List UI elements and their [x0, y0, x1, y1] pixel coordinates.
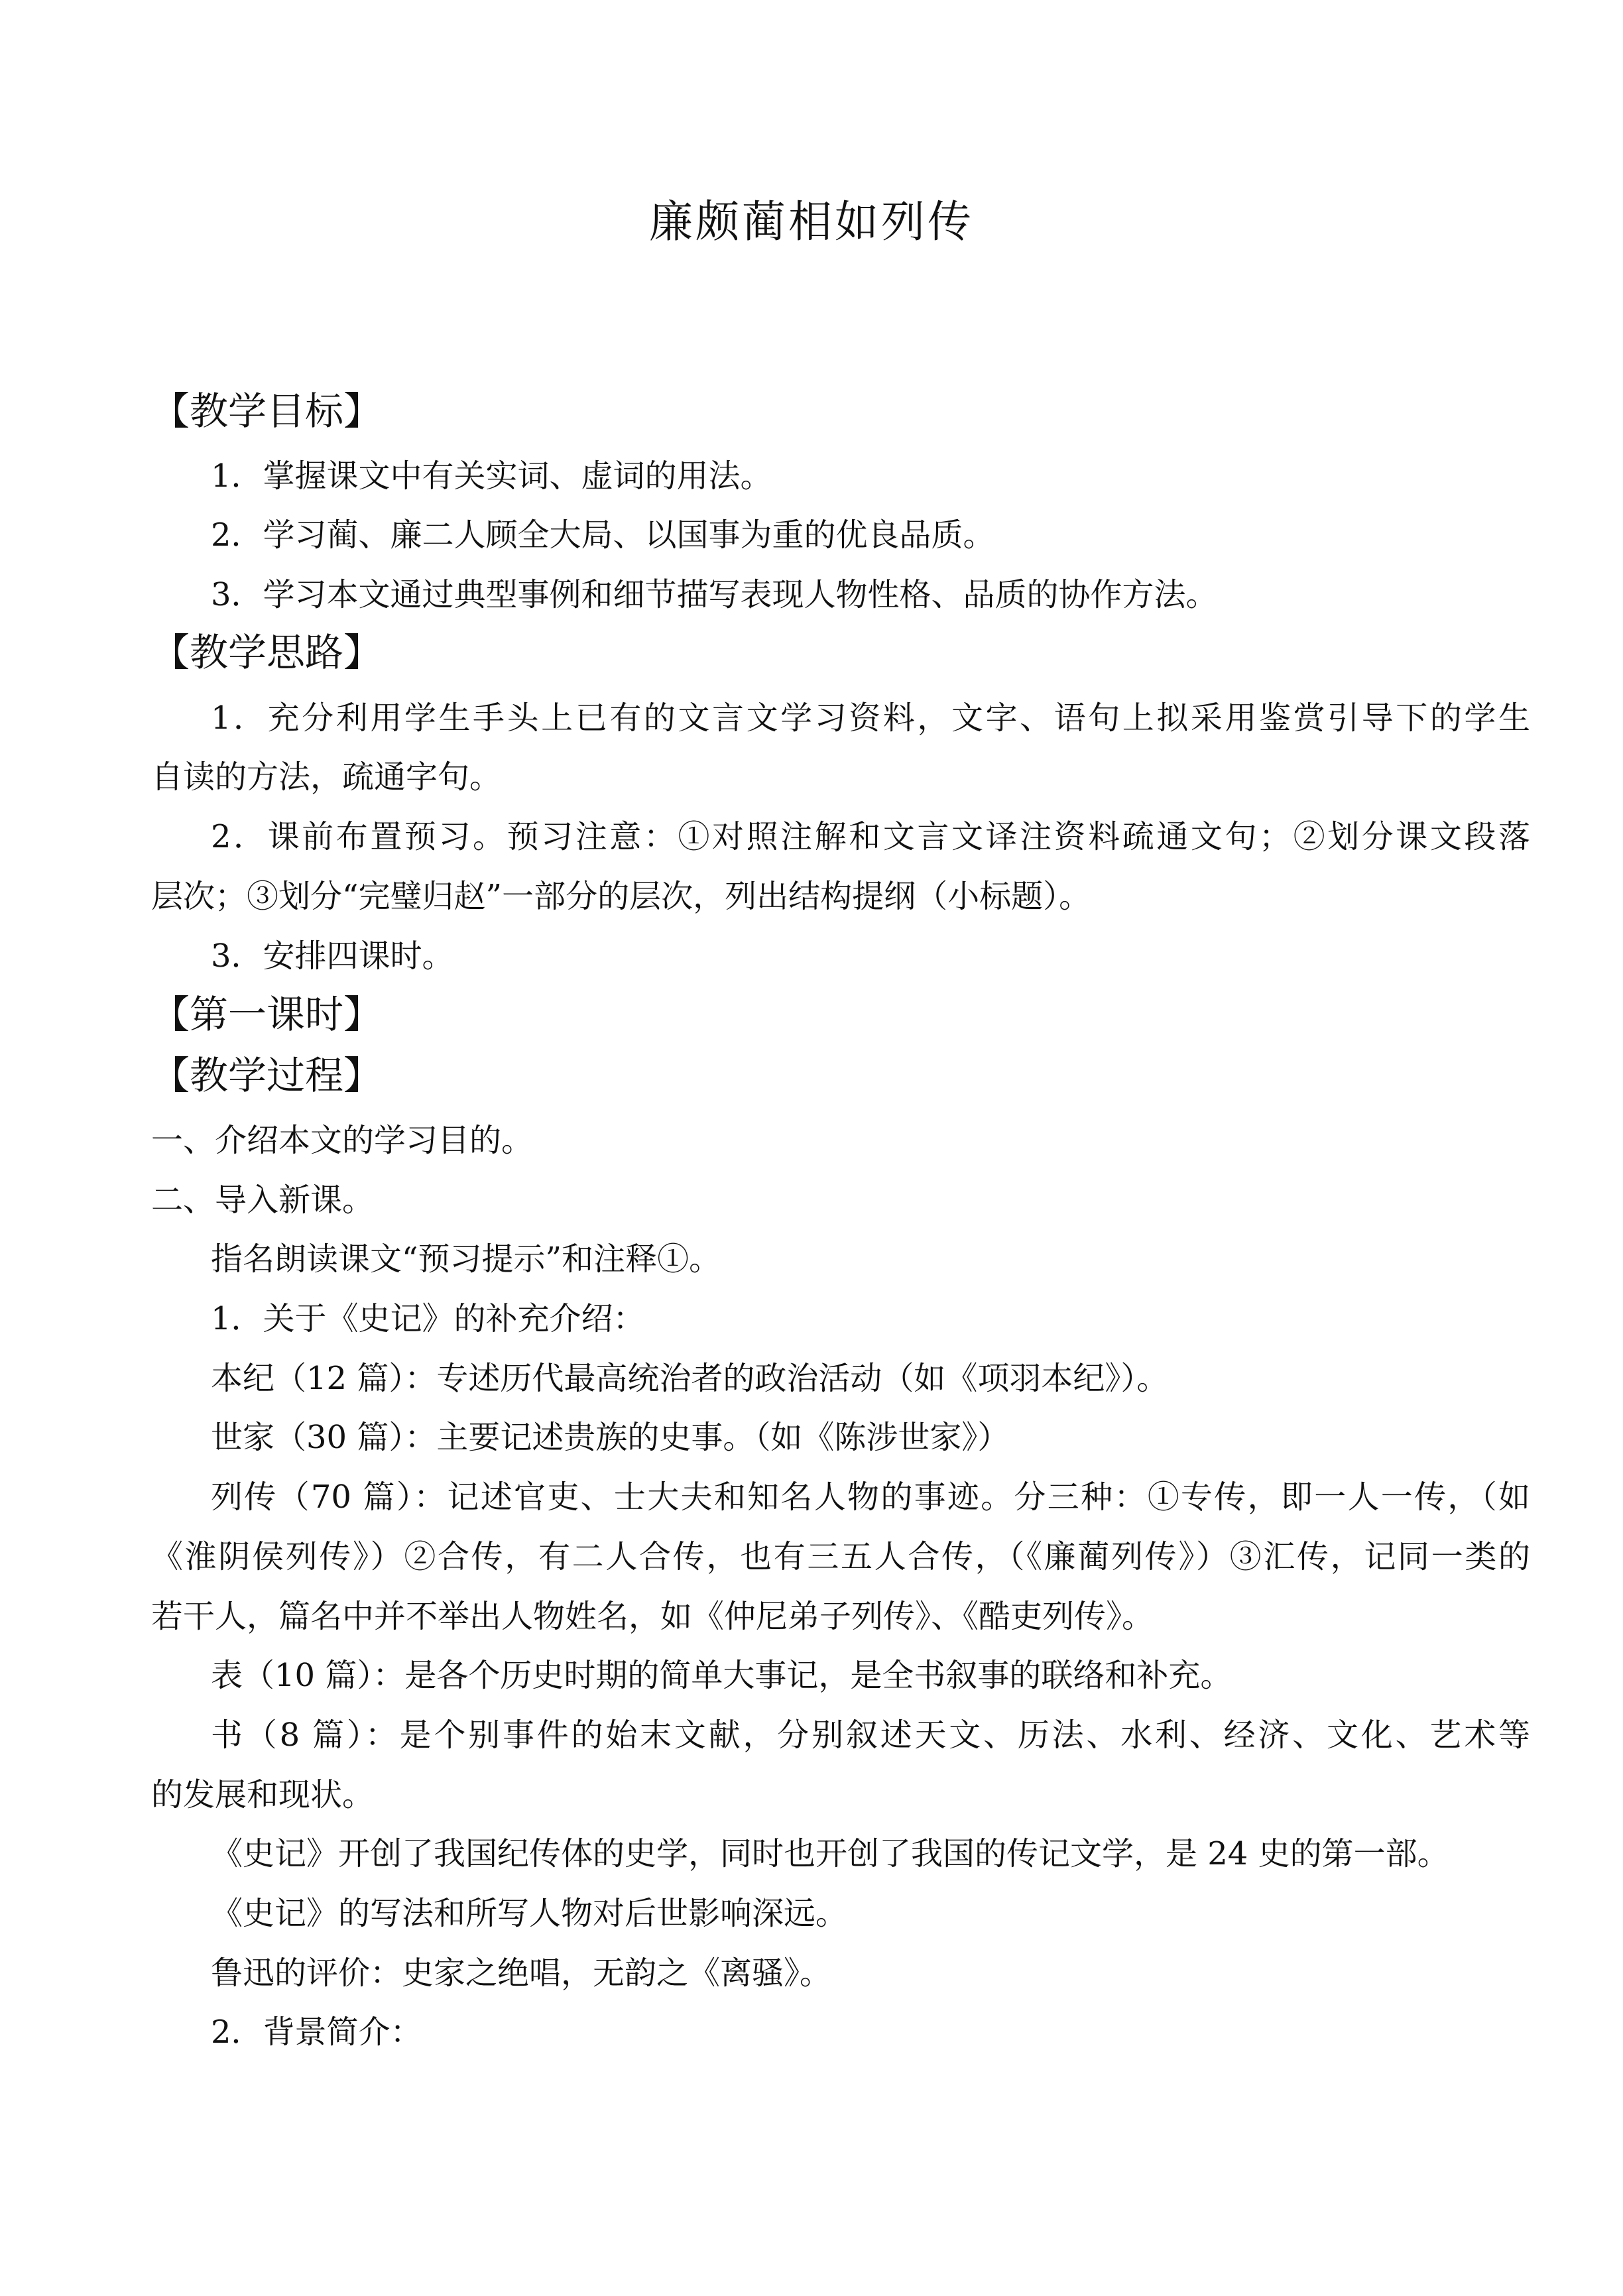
approach-paragraph-line: 1．充分利用学生手头上已有的文言文学习资料，文字、语句上拟采用鉴赏引导下的学生: [211, 699, 1530, 737]
page-title: 廉颇蔺相如列传: [649, 196, 974, 247]
process-text: 《史记》开创了我国纪传体的史学，同时也开创了我国的传记文学，是 24 史的第一部。: [211, 1835, 1449, 1872]
objectives-heading: 【教学目标】: [151, 389, 383, 434]
process-text: 鲁迅的评价：史家之绝唱，无韵之《离骚》。: [211, 1955, 832, 1992]
process-text: 《淮阴侯列传》）②合传，有二人合传，也有三五人合传，（《廉蔺列传》）③汇传，记同一类的: [151, 1538, 1530, 1575]
approach-paragraph-line: 自读的方法，疏通字句。: [151, 758, 502, 796]
process-text: 世家（30 篇）：主要记述贵族的史事。（如《陈涉世家》）: [211, 1419, 1010, 1456]
process-step: 二、导入新课。: [151, 1181, 375, 1219]
objective-item: 3．学习本文通过典型事例和细节描写表现人物性格、品质的协作方法。: [211, 576, 1218, 613]
approach-paragraph-line: 2．课前布置预习。预习注意：①对照注解和文言文译注资料疏通文句；②划分课文段落: [211, 818, 1530, 855]
lesson-heading: 【第一课时】: [151, 992, 383, 1037]
process-text: 若干人，篇名中并不举出人物姓名，如《仲尼弟子列传》、《酷吏列传》。: [151, 1598, 1154, 1635]
process-step: 一、介绍本文的学习目的。: [151, 1122, 534, 1159]
process-text: 2．背景简介：: [211, 2014, 422, 2051]
approach-paragraph-line: 3．安排四课时。: [211, 937, 454, 975]
process-text: 列传（70 篇）：记述官吏、士大夫和知名人物的事迹。分三种：①专传，即一人一传，（如: [211, 1479, 1530, 1516]
process-text: 《史记》的写法和所写人物对后世影响深远。: [211, 1895, 848, 1932]
process-text: 本纪（12 篇）：专述历代最高统治者的政治活动（如《项羽本纪》）。: [211, 1360, 1169, 1397]
process-text: 1．关于《史记》的补充介绍：: [211, 1300, 645, 1337]
approach-heading: 【教学思路】: [151, 630, 383, 675]
process-text: 书（8 篇）：是个别事件的始末文献，分别叙述天文、历法、水利、经济、文化、艺术等: [211, 1717, 1530, 1754]
process-text: 的发展和现状。: [151, 1776, 375, 1813]
objective-item: 2．学习蔺、廉二人顾全大局、以国事为重的优良品质。: [211, 516, 995, 554]
process-heading: 【教学过程】: [151, 1053, 383, 1098]
process-text: 指名朗读课文“预习提示”和注释①。: [211, 1240, 721, 1278]
objective-item: 1．掌握课文中有关实词、虚词的用法。: [211, 457, 772, 495]
process-text: 表（10 篇）：是各个历史时期的简单大事记，是全书叙事的联络和补充。: [211, 1657, 1232, 1694]
approach-paragraph-line: 层次；③划分“完璧归赵”一部分的层次，列出结构提纲（小标题）。: [151, 878, 1091, 915]
